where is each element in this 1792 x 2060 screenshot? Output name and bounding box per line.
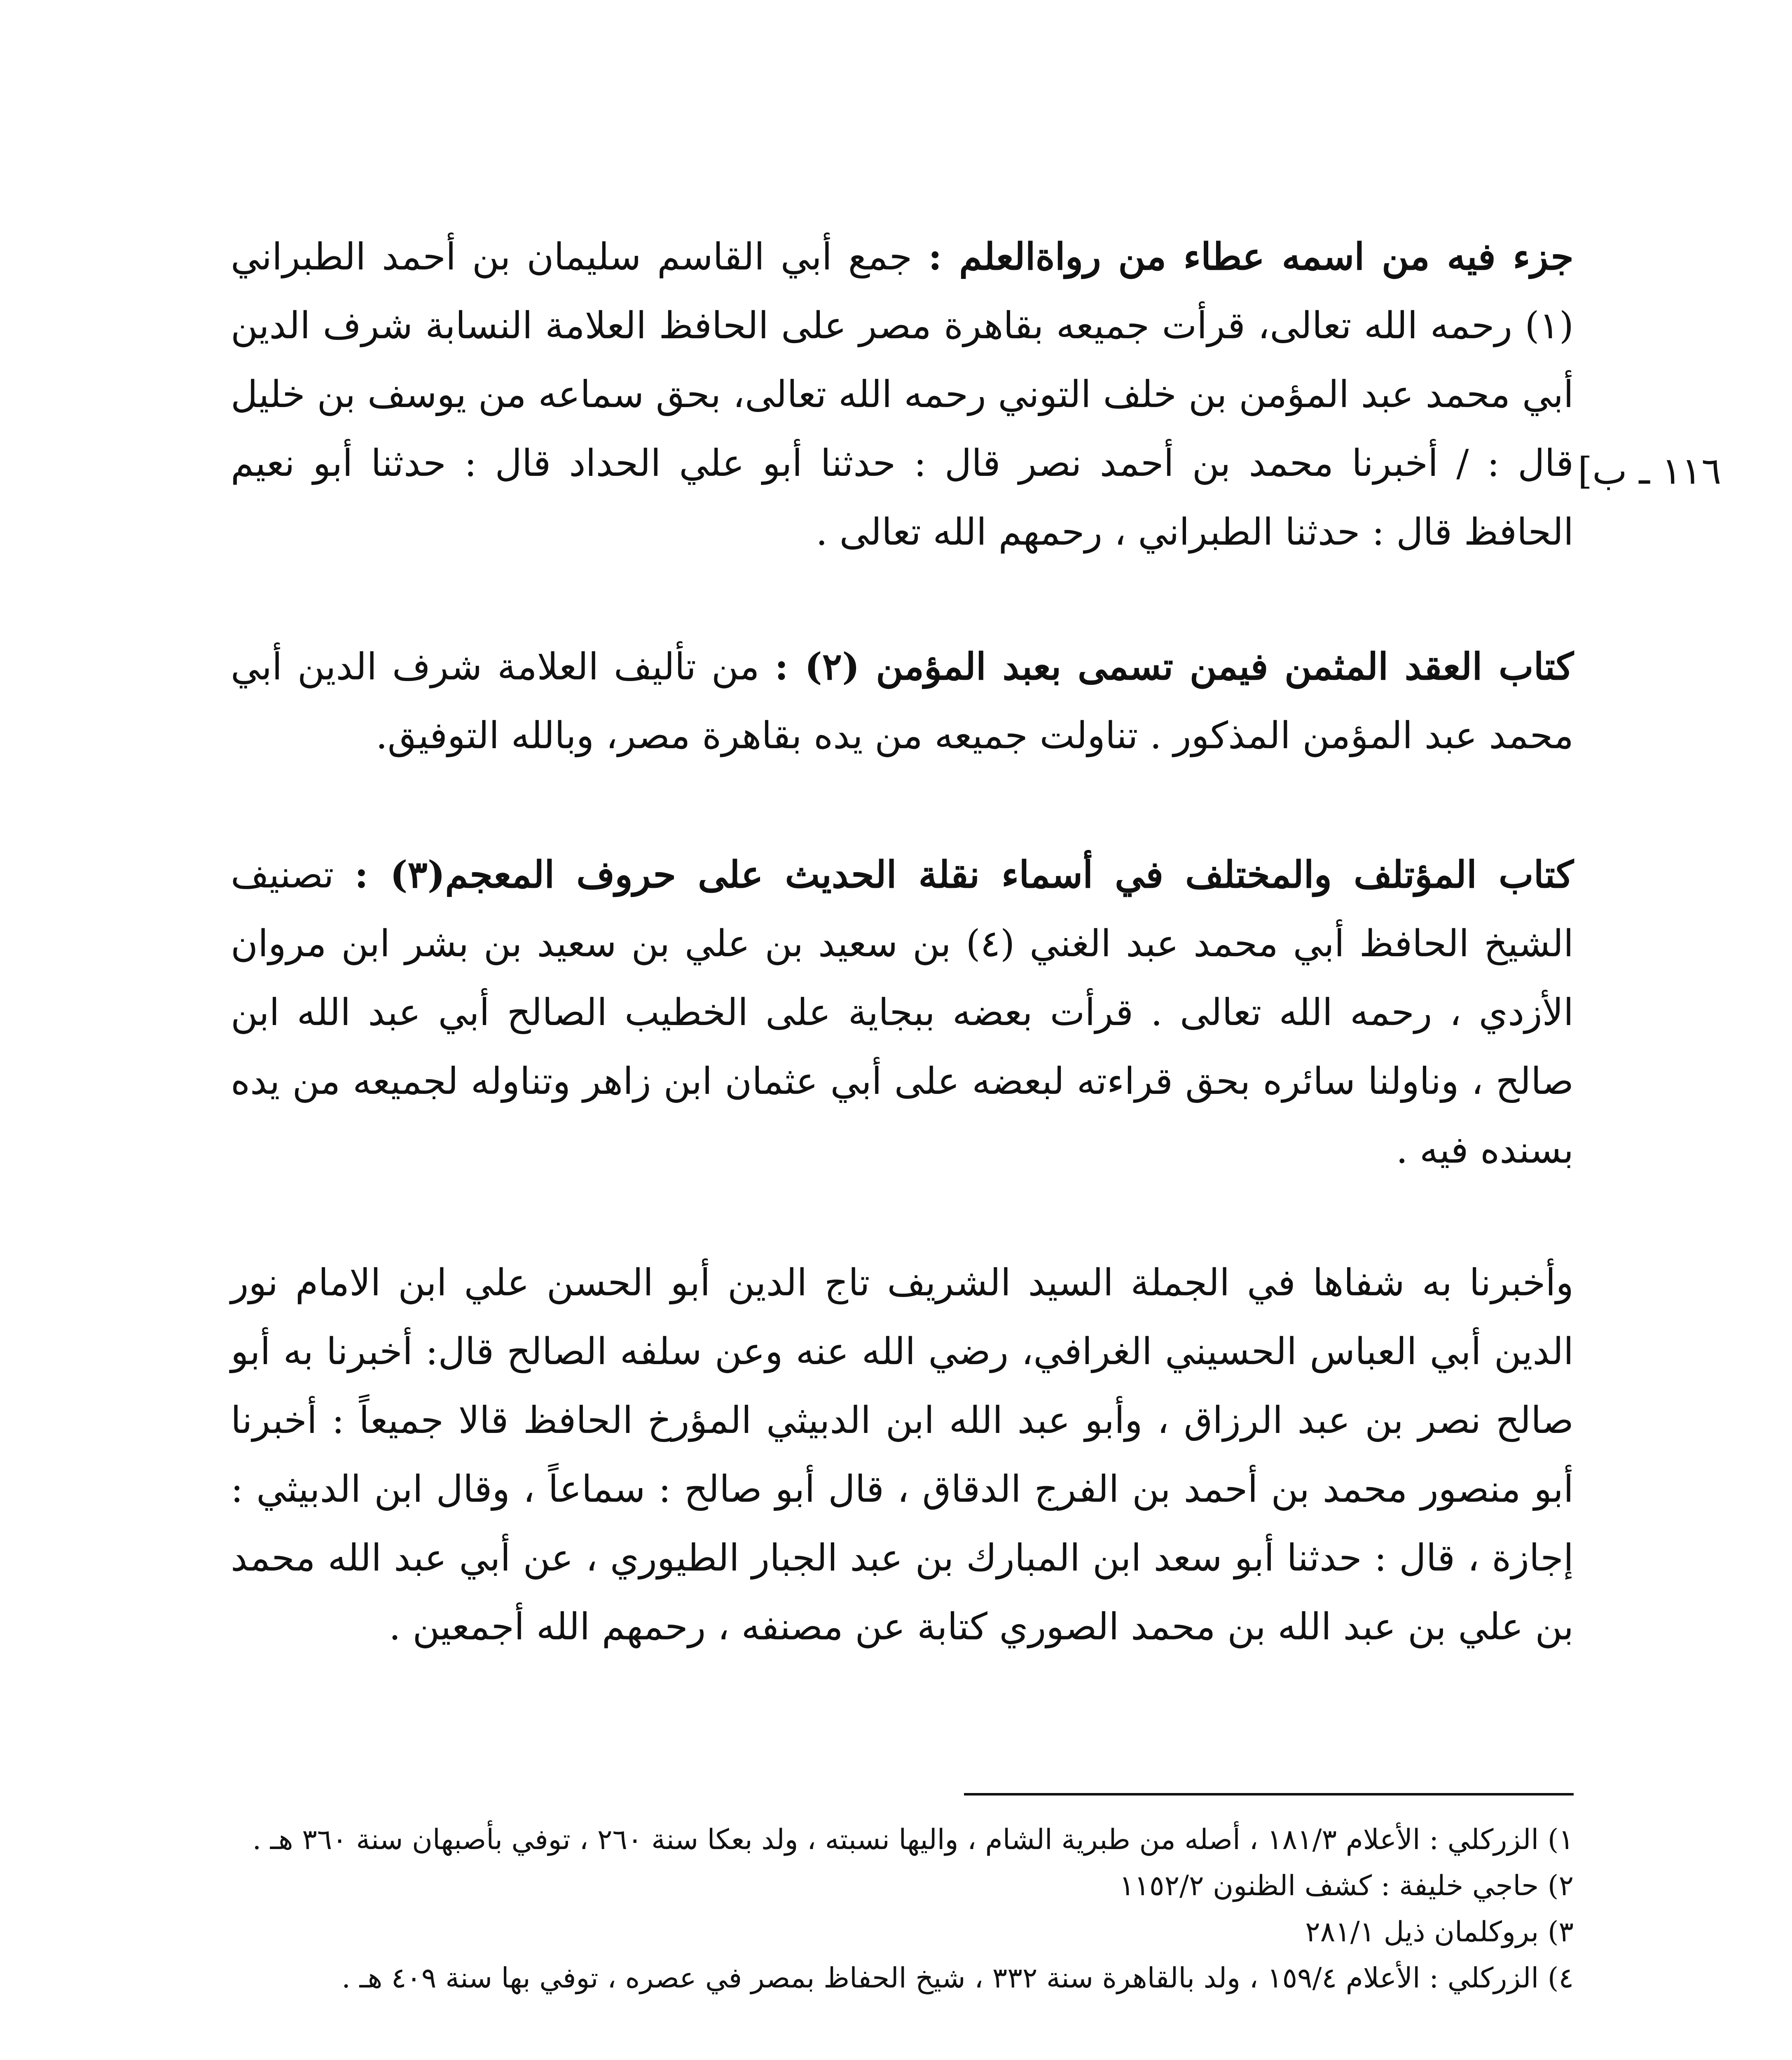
paragraph-isnad xyxy=(231,1248,1574,1661)
paragraph-body: من تأليف العلامة شرف الدين أبي محمد عبد المؤمن المذكور . تناولت جميعه من يده بقاهرة مصر، وبالله التوفيق. xyxy=(231,645,1574,757)
folio-margin-note: ١١٦ ـ ب] xyxy=(1578,449,1722,493)
footnote-2: ٢) حاجي خليفة : كشف الظنون ١١٥٢/٢ xyxy=(1119,1870,1574,1902)
footnotes xyxy=(231,1817,1574,2001)
paragraph-heading: كتاب العقد المثمن فيمن تسمى بعبد المؤمن (٢) : xyxy=(774,645,1574,688)
paragraph-iqd-muthamman xyxy=(231,632,1574,770)
footnote-divider xyxy=(964,1793,1574,1795)
footnote-1: ١) الزركلي : الأعلام ١٨١/٣ ، أصله من طبرية الشام ، واليها نسبته ، ولد بعكا سنة ٢٦٠ ، توفي بأصبهان سنة ٣٦٠ هـ . xyxy=(252,1824,1574,1856)
paragraph-heading: جزء فيه من اسمه عطاء من رواةالعلم : xyxy=(928,235,1574,279)
paragraph-heading: كتاب المؤتلف والمختلف في أسماء نقلة الحديث على حروف المعجم(٣) : xyxy=(354,853,1574,897)
paragraph-body: تصنيف الشيخ الحافظ أبي محمد عبد الغني (٤) بن سعيد بن علي بن سعيد بن بشر ابن مروان الأزدي ، رحمه الله تعالى . قرأت بعضه ببجاية على الخطيب الصالح أبي عبد الله ابن صالح ، وناولنا سائره بحق قراءته لبعضه على أبي عثمان ابن زاهر وتناوله لجميعه من يده بسنده فيه . xyxy=(231,853,1574,1172)
paragraph-body: جمع أبي القاسم سليمان بن أحمد الطبراني (١) رحمه الله تعالى، قرأت جميعه بقاهرة مصر على الحافظ العلامة النسابة شرف الدين أبي محمد عبد المؤمن بن خلف التوني رحمه الله تعالى، بحق سماعه من يوسف بن خليل قال : / أخبرنا محمد بن أحمد نصر قال : حدثنا أبو علي الحداد قال : حدثنا أبو نعيم الحافظ قال : حدثنا الطبراني ، رحمهم الله تعالى . xyxy=(231,235,1574,554)
paragraph-mutalif-mukhtalif xyxy=(231,840,1574,1184)
paragraph-body: وأخبرنا به شفاها في الجملة السيد الشريف تاج الدين أبو الحسن علي ابن الامام نور الدين أبي العباس الحسيني الغرافي، رضي الله عنه وعن سلفه الصالح قال: أخبرنا به أبو صالح نصر بن عبد الرزاق ، وأبو عبد الله ابن الدبيثي المؤرخ الحافظ قالا جميعاً : أخبرنا أبو منصور محمد بن أحمد بن الفرج الدقاق ، قال أبو صالح : سماعاً ، وقال ابن الدبيثي : إجازة ، قال : حدثنا أبو سعد ابن المبارك بن عبد الجبار الطيوري ، عن أبي عبد الله محمد بن علي بن عبد الله بن محمد الصوري كتابة عن مصنفه ، رحمهم الله أجمعين . xyxy=(231,1261,1574,1648)
footnote-4: ٤) الزركلي : الأعلام ١٥٩/٤ ، ولد بالقاهرة سنة ٣٣٢ ، شيخ الحفاظ بمصر في عصره ، توفي بها سنة ٤٠٩ هـ . xyxy=(342,1962,1574,1994)
footnote-3: ٣) بروكلمان ذيل ٢٨١/١ xyxy=(1305,1916,1574,1948)
paragraph-attaa xyxy=(231,222,1574,566)
